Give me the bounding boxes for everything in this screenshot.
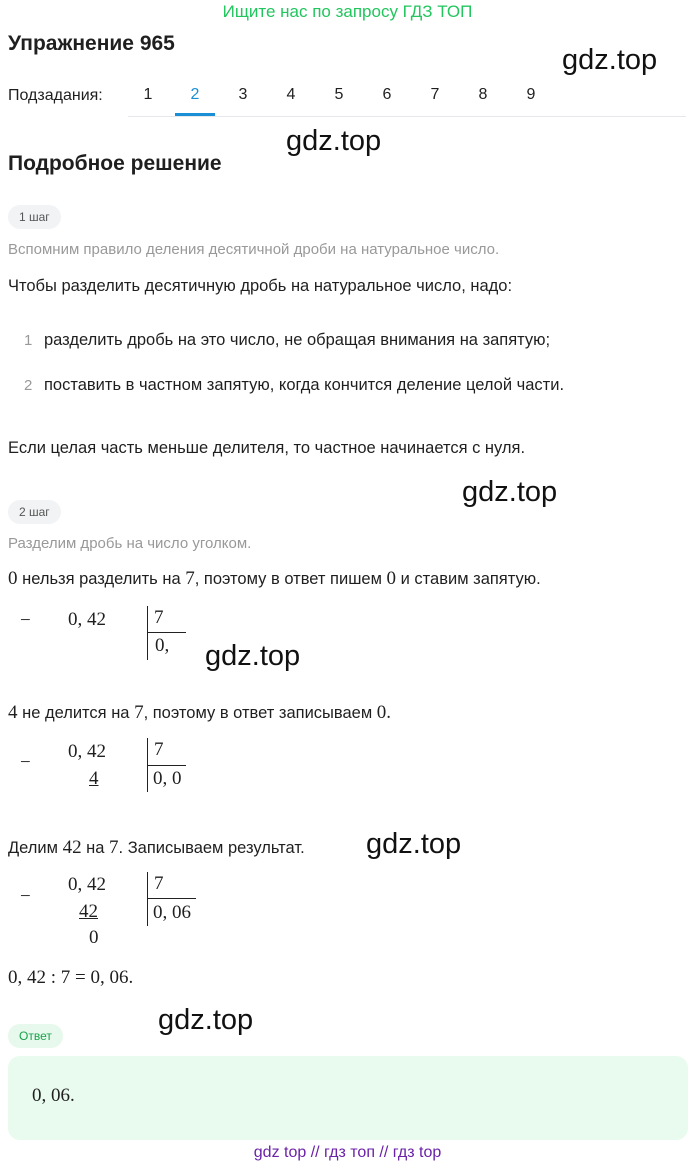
division-1-dividend: 0, 42: [68, 609, 106, 630]
tab-4[interactable]: 4: [286, 86, 296, 103]
result-equation: 0, 42 : 7 = 0, 06.: [8, 967, 134, 988]
division-2-line: [148, 765, 186, 766]
list-marker-1: 1: [24, 332, 33, 349]
division-1-minus: −: [20, 610, 31, 631]
division-1-bar: [147, 606, 148, 660]
subtasks-label: Подзадания:: [8, 87, 103, 104]
division-3-dividend: 0, 42: [68, 874, 106, 895]
tab-1[interactable]: 1: [143, 86, 153, 103]
text-fragment: , поэтому в ответ пишем: [194, 570, 387, 588]
text-fragment: не делится на: [17, 704, 135, 722]
division-3-remainder: 0: [89, 927, 99, 948]
text-fragment: и ставим запятую.: [396, 570, 541, 588]
step-2-paragraph-2: [8, 702, 391, 724]
step-1-badge: 1 шаг: [8, 205, 61, 229]
division-2-dividend: 0, 42: [68, 741, 106, 762]
math-zero: 0: [376, 702, 387, 723]
tab-3[interactable]: 3: [238, 86, 248, 103]
division-2-subtrahend: 4: [89, 768, 99, 789]
watermark: gdz.top: [562, 44, 658, 76]
division-1-line: [148, 632, 186, 633]
division-2-quotient: 0, 0: [153, 768, 182, 789]
division-3-minus: −: [20, 886, 31, 907]
top-banner[interactable]: Ищите нас по запросу ГДЗ ТОП: [222, 2, 473, 21]
math-zero: 0: [8, 568, 18, 589]
step-2-paragraph-1: [8, 568, 541, 590]
division-3-line: [148, 898, 196, 899]
text-fragment: на: [81, 839, 110, 857]
tab-5[interactable]: 5: [334, 86, 344, 103]
text-fragment: . Записываем результат.: [118, 839, 305, 857]
math-seven: 7: [109, 837, 119, 858]
math-seven: 7: [134, 702, 144, 723]
division-1-quotient: 0,: [155, 635, 170, 656]
answer-badge: Ответ: [8, 1024, 63, 1048]
math-period: .: [386, 702, 392, 723]
list-item-1: разделить дробь на это число, не обращая внимания на запятую;: [44, 331, 551, 349]
subtask-tabs: [128, 76, 686, 117]
math-seven: 7: [185, 568, 195, 589]
division-2-minus: −: [20, 752, 31, 773]
answer-box: [8, 1056, 688, 1140]
watermark: gdz.top: [462, 476, 558, 508]
division-3-divisor: 7: [154, 873, 164, 894]
division-2-divisor: 7: [154, 739, 164, 760]
step-2-hint: Разделим дробь на число уголком.: [8, 535, 252, 552]
math-four: 4: [8, 702, 18, 723]
list-item-2: поставить в частном запятую, когда кончится деление целой части.: [44, 376, 565, 394]
exercise-title: Упражнение 965: [8, 32, 175, 55]
watermark: gdz.top: [286, 125, 382, 157]
section-title: Подробное решение: [8, 152, 222, 175]
step-1-intro: Чтобы разделить десятичную дробь на натуральное число, надо:: [8, 277, 513, 295]
math-zero: 0: [386, 568, 397, 589]
step-2-paragraph-3: [8, 837, 305, 859]
step-1-note: Если целая часть меньше делителя, то частное начинается с нуля.: [8, 439, 526, 457]
text-fragment: нельзя разделить на: [17, 570, 186, 588]
tab-7[interactable]: 7: [430, 86, 440, 103]
text-fragment: Делим: [8, 839, 63, 857]
step-2-badge: 2 шаг: [8, 500, 61, 524]
footer-links[interactable]: gdz top // гдз топ // гдз top: [253, 1144, 442, 1161]
division-1-divisor: 7: [154, 607, 164, 628]
step-1-hint: Вспомним правило деления десятичной дроби на натуральное число.: [8, 241, 500, 258]
math-forty-two: 42: [62, 837, 82, 858]
watermark: gdz.top: [158, 1004, 254, 1036]
tab-2[interactable]: 2: [190, 86, 200, 103]
tab-9[interactable]: 9: [526, 86, 536, 103]
answer-value: 0, 06.: [32, 1085, 75, 1106]
watermark: gdz.top: [205, 640, 301, 672]
division-3-subtrahend: 42: [79, 901, 98, 922]
list-marker-2: 2: [24, 377, 33, 394]
tab-6[interactable]: 6: [382, 86, 392, 103]
active-tab-indicator: [175, 113, 215, 116]
watermark: gdz.top: [366, 828, 462, 860]
tab-8[interactable]: 8: [478, 86, 488, 103]
text-fragment: , поэтому в ответ записываем: [143, 704, 377, 722]
division-3-bar: [147, 872, 148, 926]
division-3-quotient: 0, 06: [153, 902, 191, 923]
